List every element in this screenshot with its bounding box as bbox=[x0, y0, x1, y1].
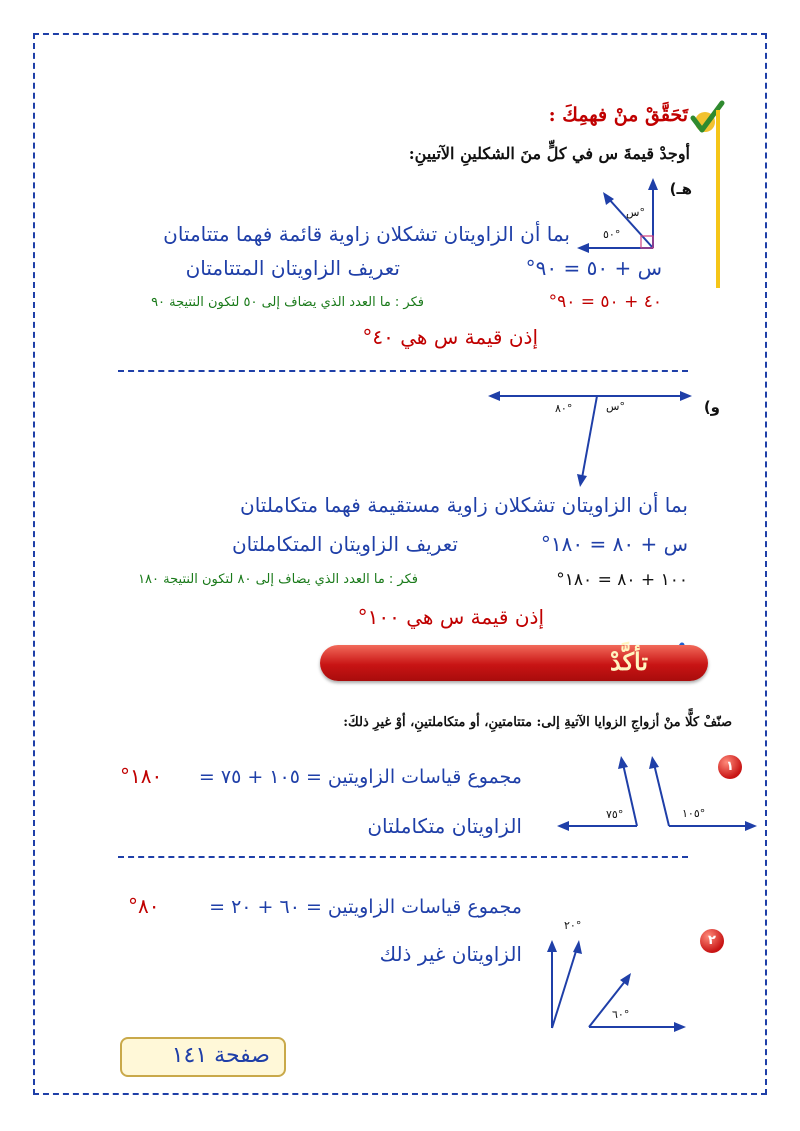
part-w-line1: بما أن الزاويتان تشكلان زاوية مستقيمة فهما متكاملتان bbox=[240, 493, 688, 517]
part-h-solve-eq: ٤٠ + ٥٠ = ٩٠° bbox=[548, 292, 662, 312]
question-2-badge: ٢ bbox=[700, 929, 724, 953]
part-w-label: و) bbox=[703, 398, 720, 416]
q1-sum-text: مجموع قياسات الزاويتين = ١٠٥ + ٧٥ = bbox=[198, 766, 522, 788]
part-h-equation: س + ٥٠ = ٩٠° bbox=[525, 256, 662, 280]
part-h-reason: تعريف الزاويتان المتتامتان bbox=[185, 256, 400, 280]
confirm-banner bbox=[320, 645, 708, 681]
margin-highlight-bar bbox=[716, 110, 720, 288]
q2-sum-text: مجموع قياسات الزاويتين = ٦٠ + ٢٠ = bbox=[209, 896, 522, 918]
part-h-label: هـ) bbox=[669, 180, 692, 198]
part-w-reason: تعريف الزاويتان المتكاملتان bbox=[231, 532, 458, 556]
question-1-badge: ١ bbox=[718, 755, 742, 779]
part-w-think: فكر : ما العدد الذي يضاف إلى ٨٠ لتكون النتيجة ١٨٠ bbox=[138, 572, 418, 587]
q1-conclusion: الزاويتان متكاملتان bbox=[367, 814, 522, 838]
part-h-think: فكر : ما العدد الذي يضاف إلى ٥٠ لتكون النتيجة ٩٠ bbox=[151, 295, 424, 310]
angle-105-label: ١٠٥° bbox=[682, 807, 706, 820]
diagram-h bbox=[577, 178, 658, 253]
diagram-w bbox=[488, 391, 692, 487]
banner-title: تأكَّدْ bbox=[609, 647, 648, 676]
q2-sum-result: ٨٠° bbox=[128, 894, 160, 918]
separator-2 bbox=[118, 856, 688, 858]
separator-1 bbox=[118, 370, 688, 372]
angle-75-label: ٧٥° bbox=[606, 808, 624, 821]
part-w-equation: س + ٨٠ = ١٨٠° bbox=[540, 532, 688, 556]
angle-x-label: س° bbox=[626, 206, 645, 219]
part-w-answer: إذن قيمة س هي ١٠٠° bbox=[357, 605, 544, 629]
angle-50-label: ٥٠° bbox=[603, 228, 621, 241]
instruction-text: أوجدْ قيمةَ س في كلٍّ منَ الشكلينِ الآتيينِ: bbox=[408, 144, 690, 163]
part-h-line1: بما أن الزاويتان تشكلان زاوية قائمة فهما متتامتان bbox=[163, 222, 570, 246]
classify-instruction: صنّفْ كلًّا منْ أزواجِ الزوايا الآتيةِ إلى: متتامتينِ، أو متكاملتينِ، أوْ غيرِ ذلكَ: bbox=[343, 715, 732, 730]
q1-sum-result: ١٨٠° bbox=[120, 764, 163, 788]
angle-80-label: ٨٠° bbox=[555, 402, 573, 415]
check-understanding-title: تَحَقَّقْ منْ فهمِكَ : bbox=[548, 104, 688, 126]
angle-20-label: ٢٠° bbox=[564, 919, 582, 932]
q2-conclusion: الزاويتان غير ذلك bbox=[379, 942, 522, 966]
part-h-answer: إذن قيمة س هي ٤٠° bbox=[362, 325, 538, 349]
angle-60-label: ٦٠° bbox=[612, 1008, 630, 1021]
angle-x-label-w: س° bbox=[606, 400, 625, 413]
part-w-solve-eq: ١٠٠ + ٨٠ = ١٨٠° bbox=[556, 570, 688, 590]
page-number-box bbox=[120, 1037, 286, 1077]
page-number: صفحة ١٤١ bbox=[171, 1043, 270, 1068]
